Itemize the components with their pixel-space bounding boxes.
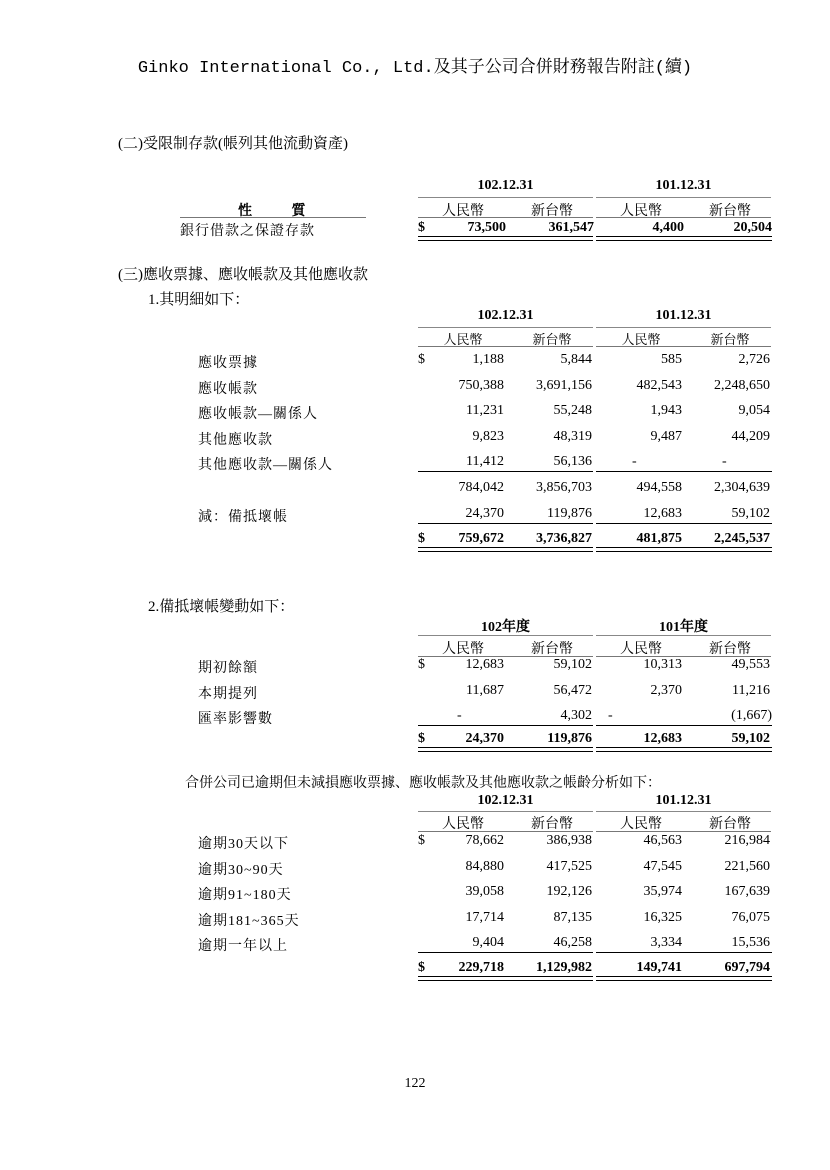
period-rule [418, 327, 593, 328]
value-cell: 9,487 [650, 429, 682, 444]
value-cell: 1,129,982 [536, 960, 592, 975]
value-cell: 229,718 [458, 960, 504, 975]
header-rule [596, 831, 771, 832]
row-label: 其他應收款—關係人 [198, 458, 333, 473]
subtotal-rule [596, 952, 772, 953]
value-cell: 12,683 [643, 731, 682, 746]
row-label: 應收帳款 [198, 382, 258, 397]
section-3-heading: (三)應收票據、應收帳款及其他應收款 [118, 267, 368, 283]
dollar-sign: $ [418, 531, 425, 546]
value-cell: 417,525 [546, 859, 592, 874]
currency-header: 人民幣 [620, 204, 662, 219]
currency-header: 人民幣 [620, 642, 662, 657]
currency-header: 新台幣 [709, 204, 751, 219]
value-cell: - [722, 454, 727, 469]
value-cell: 39,058 [465, 884, 504, 899]
currency-header: 人民幣 [620, 817, 662, 832]
row-label: 逾期一年以上 [198, 939, 288, 954]
value-cell: 784,042 [458, 480, 504, 495]
value-cell: 750,388 [458, 378, 504, 393]
value-cell: 12,683 [643, 506, 682, 521]
currency-header: 人民幣 [442, 204, 484, 219]
section-2-heading: (二)受限制存款(帳列其他流動資產) [118, 136, 348, 152]
row-label: 本期提列 [198, 687, 258, 702]
value-cell: (1,667) [731, 708, 772, 723]
value-cell: 3,691,156 [536, 378, 592, 393]
value-cell: 12,683 [465, 657, 504, 672]
subtotal-rule [418, 523, 593, 524]
row-label: 減：備抵壞帳 [198, 510, 288, 525]
value-cell: 221,560 [724, 859, 770, 874]
total-double-rule [418, 236, 593, 241]
row-label: 逾期30~90天 [198, 863, 284, 878]
value-cell: 24,370 [465, 506, 504, 521]
value-cell: 2,304,639 [714, 480, 770, 495]
period-header: 102.12.31 [477, 793, 534, 808]
value-cell: - [457, 708, 462, 723]
value-cell: 1,188 [472, 352, 504, 367]
value-cell: - [632, 454, 637, 469]
value-cell: 4,302 [560, 708, 592, 723]
value-cell: 585 [661, 352, 682, 367]
period-rule [596, 811, 771, 812]
aging-heading: 合併公司已逾期但未減損應收票據、應收帳款及其他應收款之帳齡分析如下： [185, 776, 661, 791]
dollar-sign: $ [418, 731, 425, 746]
value-cell: 46,258 [553, 935, 592, 950]
row-label: 逾期91~180天 [198, 888, 292, 903]
value-cell: 73,500 [467, 220, 506, 235]
value-cell: 35,974 [643, 884, 682, 899]
value-cell: 149,741 [636, 960, 682, 975]
value-cell: 5,844 [560, 352, 592, 367]
dollar-sign: $ [418, 352, 425, 367]
value-cell: 11,231 [466, 403, 504, 418]
value-cell: 56,136 [553, 454, 592, 469]
value-cell: 17,714 [465, 910, 504, 925]
row-label: 應收帳款—關係人 [198, 407, 318, 422]
page-number: 122 [404, 1076, 426, 1091]
currency-header: 人民幣 [442, 642, 484, 657]
header-rule [418, 831, 593, 832]
value-cell: 216,984 [724, 833, 770, 848]
value-cell: 759,672 [458, 531, 504, 546]
row-label: 逾期30天以下 [198, 837, 289, 852]
value-cell: 11,687 [466, 683, 504, 698]
sub-1-heading: 1.其明細如下： [148, 292, 250, 308]
value-cell: 76,075 [731, 910, 770, 925]
currency-header: 新台幣 [532, 332, 572, 347]
value-cell: 9,823 [472, 429, 504, 444]
value-cell: 9,404 [472, 935, 504, 950]
subtotal-rule [596, 523, 772, 524]
currency-header: 人民幣 [621, 332, 661, 347]
row-label: 期初餘額 [198, 661, 258, 676]
total-double-rule [418, 976, 593, 981]
period-rule [418, 635, 593, 636]
value-cell: 9,054 [738, 403, 770, 418]
total-double-rule [596, 747, 772, 752]
value-cell: 56,472 [553, 683, 592, 698]
currency-header: 新台幣 [709, 642, 751, 657]
currency-header: 新台幣 [531, 817, 573, 832]
value-cell: 2,370 [650, 683, 682, 698]
value-cell: 2,248,650 [714, 378, 770, 393]
value-cell: 481,875 [636, 531, 682, 546]
value-cell: 46,563 [643, 833, 682, 848]
value-cell: 78,662 [465, 833, 504, 848]
total-double-rule [596, 236, 772, 241]
sub-2-heading: 2.備抵壞帳變動如下： [148, 599, 295, 615]
dollar-sign: $ [418, 960, 425, 975]
currency-header: 人民幣 [443, 332, 483, 347]
value-cell: 482,543 [636, 378, 682, 393]
value-cell: 3,334 [650, 935, 682, 950]
dollar-sign: $ [418, 657, 425, 672]
dollar-sign: $ [418, 833, 425, 848]
row-label: 匯率影響數 [198, 712, 273, 727]
value-cell: 167,639 [724, 884, 770, 899]
row-label: 其他應收款 [198, 433, 273, 448]
currency-header: 新台幣 [531, 204, 573, 219]
subtotal-rule [418, 725, 593, 726]
subtotal-rule [596, 725, 772, 726]
subtotal-rule [418, 952, 593, 953]
value-cell: 192,126 [546, 884, 592, 899]
dollar-sign: $ [418, 220, 425, 235]
value-cell: 55,248 [553, 403, 592, 418]
value-cell: 59,102 [731, 731, 770, 746]
currency-header: 新台幣 [709, 817, 751, 832]
period-header: 101.12.31 [655, 178, 712, 193]
header-rule [596, 217, 771, 218]
period-header: 101.12.31 [655, 793, 712, 808]
value-cell: 44,209 [731, 429, 770, 444]
period-rule [418, 197, 593, 198]
subtotal-rule [596, 471, 772, 472]
currency-header: 新台幣 [531, 642, 573, 657]
total-double-rule [596, 547, 772, 552]
value-cell: 697,794 [724, 960, 770, 975]
value-cell: 20,504 [733, 220, 772, 235]
value-cell: 361,547 [548, 220, 594, 235]
header-rule [180, 217, 366, 218]
currency-header: 人民幣 [442, 817, 484, 832]
value-cell: 11,412 [466, 454, 504, 469]
value-cell: 119,876 [547, 506, 592, 521]
value-cell: 48,319 [553, 429, 592, 444]
period-header: 102.12.31 [477, 178, 534, 193]
period-rule [596, 635, 771, 636]
period-header: 101.12.31 [655, 308, 712, 323]
value-cell: - [608, 708, 613, 723]
value-cell: 386,938 [546, 833, 592, 848]
value-cell: 3,856,703 [536, 480, 592, 495]
value-cell: 4,400 [652, 220, 684, 235]
header-rule [596, 346, 771, 347]
value-cell: 119,876 [547, 731, 592, 746]
value-cell: 1,943 [650, 403, 682, 418]
value-cell: 2,726 [738, 352, 770, 367]
value-cell: 494,558 [636, 480, 682, 495]
currency-header: 新台幣 [710, 332, 750, 347]
value-cell: 10,313 [643, 657, 682, 672]
value-cell: 59,102 [731, 506, 770, 521]
row-label: 逾期181~365天 [198, 914, 300, 929]
value-cell: 15,536 [731, 935, 770, 950]
value-cell: 59,102 [553, 657, 592, 672]
value-cell: 2,245,537 [714, 531, 770, 546]
period-rule [596, 327, 771, 328]
total-double-rule [596, 976, 772, 981]
header-rule [418, 217, 593, 218]
value-cell: 3,736,827 [536, 531, 592, 546]
period-rule [418, 811, 593, 812]
row-label: 應收票據 [198, 356, 258, 371]
value-cell: 49,553 [731, 657, 770, 672]
value-cell: 11,216 [732, 683, 770, 698]
page-title: Ginko International Co., Ltd.及其子公司合併財務報告附註(續) [137, 59, 693, 78]
period-header: 102.12.31 [477, 308, 534, 323]
value-cell: 84,880 [465, 859, 504, 874]
value-cell: 47,545 [643, 859, 682, 874]
period-header: 102年度 [481, 620, 530, 635]
row-label: 銀行借款之保證存款 [180, 224, 315, 239]
nature-header: 性 質 [238, 204, 324, 219]
value-cell: 87,135 [553, 910, 592, 925]
total-double-rule [418, 747, 593, 752]
period-rule [596, 197, 771, 198]
subtotal-rule [418, 471, 593, 472]
period-header: 101年度 [659, 620, 708, 635]
header-rule [418, 346, 593, 347]
total-double-rule [418, 547, 593, 552]
value-cell: 16,325 [643, 910, 682, 925]
value-cell: 24,370 [465, 731, 504, 746]
